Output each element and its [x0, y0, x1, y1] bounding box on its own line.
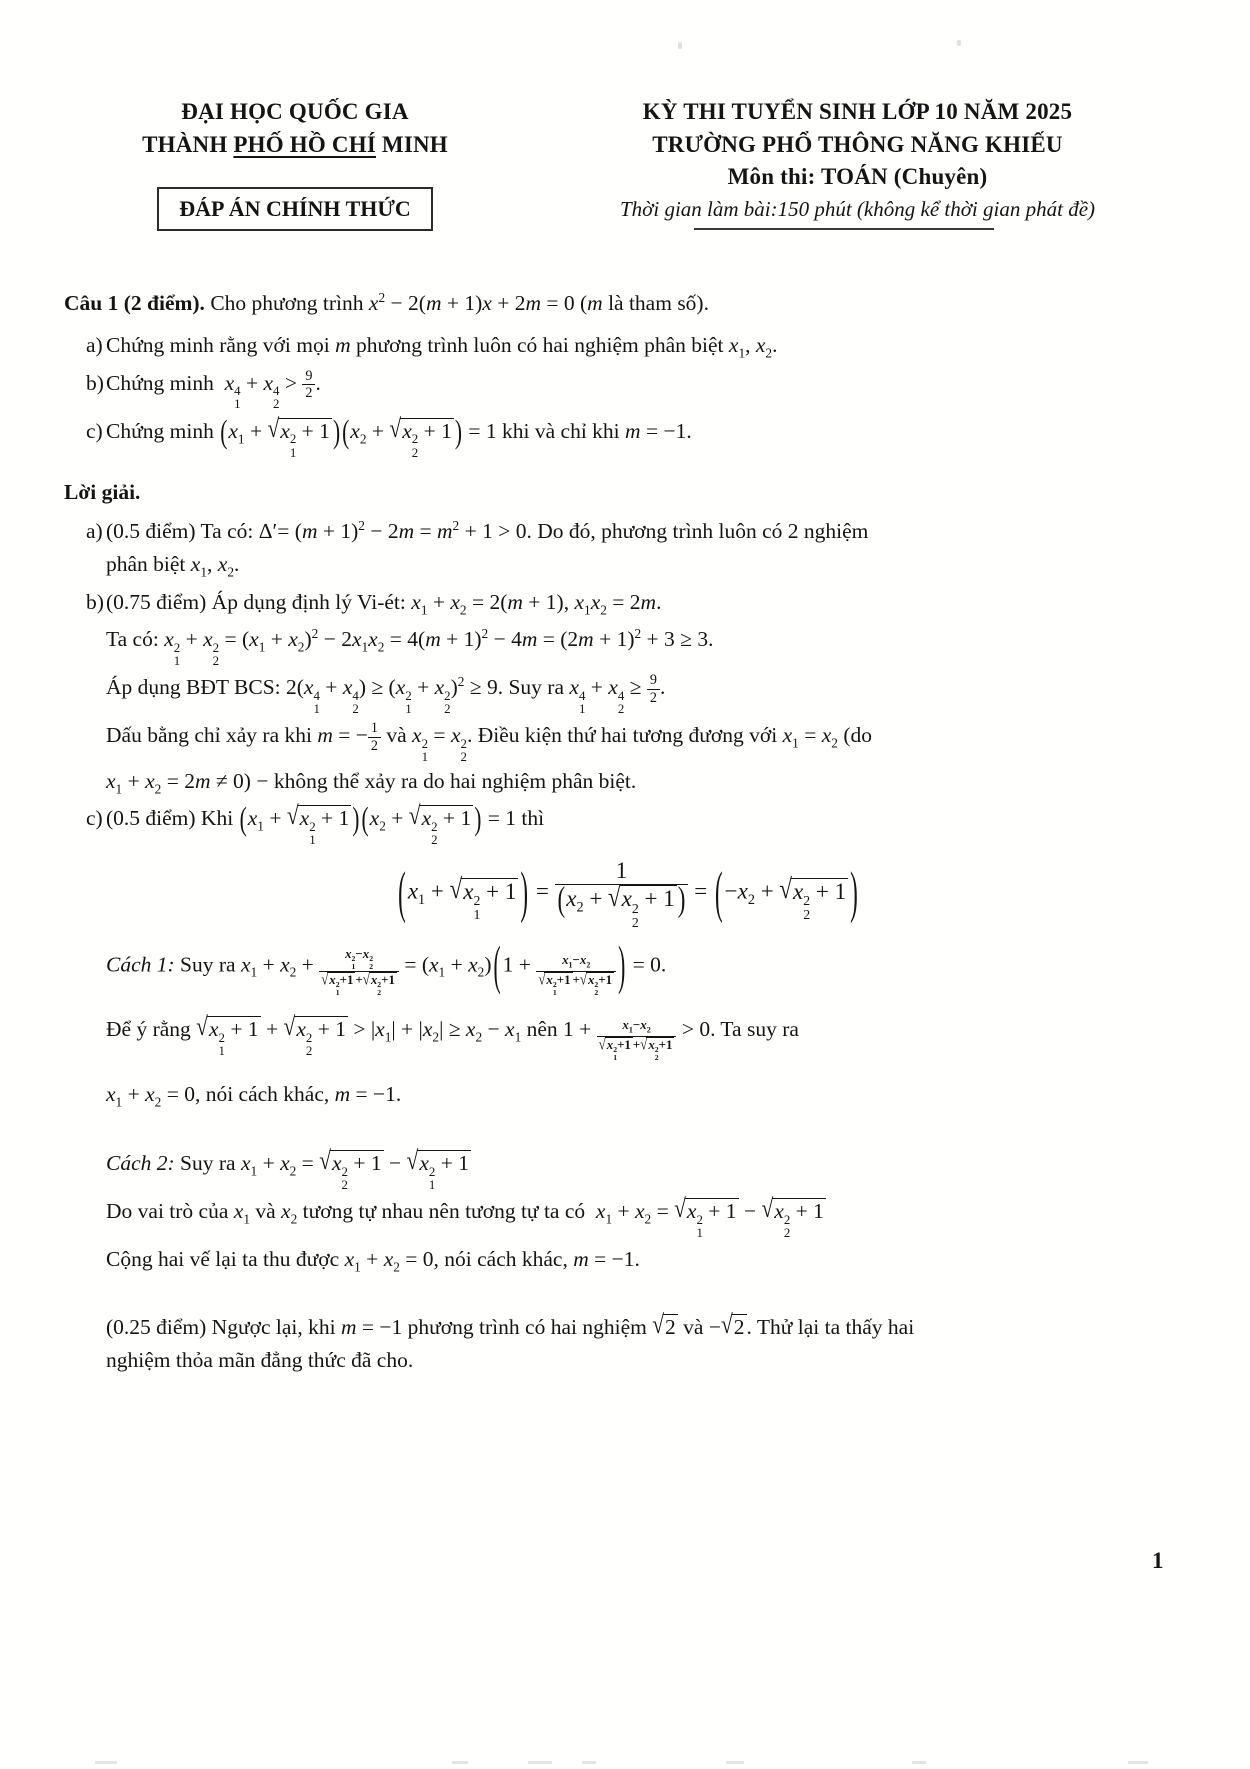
item-text: Chứng minh x 4 1 + x 4 2 > $\frac{9}{2}$ .	[106, 367, 321, 412]
item-text: (0.5 điểm) Ta có: $\Delta'= (m + 1)^2 - 2m = m^2 + 1 > 0$. Do đó, phương trình luôn có 2 nghiệm phân biệt $x_1$, $x_2$.	[106, 518, 869, 580]
issuer-line-1: ĐẠI HỌC QUỐC GIA	[181, 99, 409, 124]
issuer-block	[70, 96, 520, 231]
solution-item-b	[64, 586, 1192, 621]
item-text: (0.5 điểm) Khi ($x_1$ + √ x 2 1 + 1 )($x_2$ + √ x 2 2 + 1 ) = 1 thì	[106, 806, 544, 830]
school-name: TRƯỜNG PHỔ THÔNG NĂNG KHIẾU	[652, 131, 1063, 157]
note-paragraph: Để ý rằng √ x 2 1 + 1 + √ x 2 2 + $1 > |x_1| + |x_2| \ge x_2 - x_1$ nên 1 + $x_1-x_2$ √ x 2 1 +1 + √ x 2 2 +1 > 0. Ta suy ra	[64, 1013, 1192, 1062]
item-text: (0.75 điểm) Áp dụng định lý Vi-ét: $x_1 + x_2 = 2(m + 1)$, $x_1x_2 = 2m$.	[106, 589, 662, 617]
item-text: Chứng minh rằng với mọi m phương trình luôn có hai nghiệm phân biệt $x_1$, $x_2$.	[106, 332, 778, 361]
converse-paragraph: (0.25 điểm) Ngược lại, khi m = −1 phương trình có hai nghiệm √ 2 và − √ 2. Thử lại ta thấy hai nghiệm thỏa mãn đẳng thức đã cho.	[64, 1311, 1192, 1376]
solution-item-a	[64, 515, 1192, 582]
problem-title: Câu 1 (2 điểm). Cho phương trình $x^2 - 2(m + 1)x + 2m = 0$ (m là tham số).	[64, 290, 709, 316]
item-text: Chứng minh ($x_1$ + √ x 2 1 + 1 )($x_2$ + √ x 2 2 + 1 ) = 1 khi và chỉ khi m = −1.	[106, 419, 692, 443]
method2-paragraph: Cách 2: Suy ra $x_1 + x_2$ = √ x 2 2 + 1 − √ x 2 1 + 1	[64, 1147, 1192, 1192]
list-marker: a)	[86, 332, 103, 357]
duration-line: Thời gian làm bài:150 phút (không kể thời gian phát đề)	[619, 196, 1096, 221]
list-marker: b)	[86, 370, 104, 395]
solution-b-line-3: Áp dụng BĐT BCS: 2(x 4 1 + x 4 2 ) ≥ (x 2 1 + x 2 2 )$^2$ ≥ 9. Suy ra x 4 1 + x 4 2 ≥ $\frac{9}{2}$ .	[106, 672, 666, 717]
solution-b-line-2: Ta có: x 2 1 + x 2 2 = $(x_1 + x_2)^2 - 2x_1x_2 = 4(m + 1)^2 - 4m = (2m + 1)^2 + 3 \ge 3$.	[106, 626, 714, 669]
list-marker: c)	[86, 806, 103, 831]
method1-paragraph: Cách 1: Suy ra $x_1 + x_2$ + x 2 1 −x 2 2 √ x 2 1 +1 + √ x 2 2 +1 = $(x_1 + x_2)(1$ + $x_1-x_2$ √ x 2 1 +1 + √ x 2 2 +1 ) = 0.	[64, 946, 1192, 997]
conclusion-paragraph: $x_1 + x_2 = 0$, nói cách khác, m = −1.	[106, 1082, 402, 1110]
document-body	[0, 231, 1250, 1377]
solution-b-line-4: Dấu bằng chỉ xảy ra khi m = − $\frac{1}{2}$ và x 2 1 = x 2 2 . Điều kiện thứ hai tương đương với $x_1 = x_2$ (do $x_1 + x_2 = 2m \ne 0$) − không thể xảy ra do hai nghiệm phân biệt.	[106, 720, 872, 796]
header-rule	[694, 228, 994, 230]
issuer-line-2: THÀNH PHỐ HỒ CHÍ MINH	[142, 131, 448, 157]
problem-item-c	[64, 415, 1192, 460]
solution-item-c	[64, 802, 1192, 847]
list-marker: b)	[86, 589, 104, 614]
subject-line: Môn thi: TOÁN (Chuyên)	[727, 164, 988, 190]
official-answer-box: ĐÁP ÁN CHÍNH THỨC	[157, 187, 433, 231]
document-header	[0, 0, 1250, 231]
problem-item-b	[64, 367, 1192, 412]
page-number: 1	[1152, 1548, 1164, 1573]
symmetry-paragraph: Do vai trò của $x_1$ và $x_2$ tương tự nhau nên tương tự ta có $x_1 + x_2$ = √ x 2 1 + 1 − √ x 2 2 + 1	[64, 1195, 1192, 1240]
list-marker: c)	[86, 418, 103, 443]
solution-heading: Lời giải.	[64, 479, 141, 504]
sum-paragraph: Cộng hai vế lại ta thu được $x_1 + x_2 = 0$, nói cách khác, m = −1.	[106, 1246, 640, 1275]
list-marker: a)	[86, 519, 103, 544]
exam-title: KỲ THI TUYỂN SINH LỚP 10 NĂM 2025	[642, 99, 1073, 124]
exam-block	[520, 96, 1195, 231]
problem-item-a	[64, 329, 1192, 364]
display-equation: ($x_1$ + √ x 2 1 + 1 ) = 1 ($x_2$ + √ x 2 2 + 1 ) = ($-x_2$ + √ x 2 2 + 1 )	[64, 857, 1192, 929]
